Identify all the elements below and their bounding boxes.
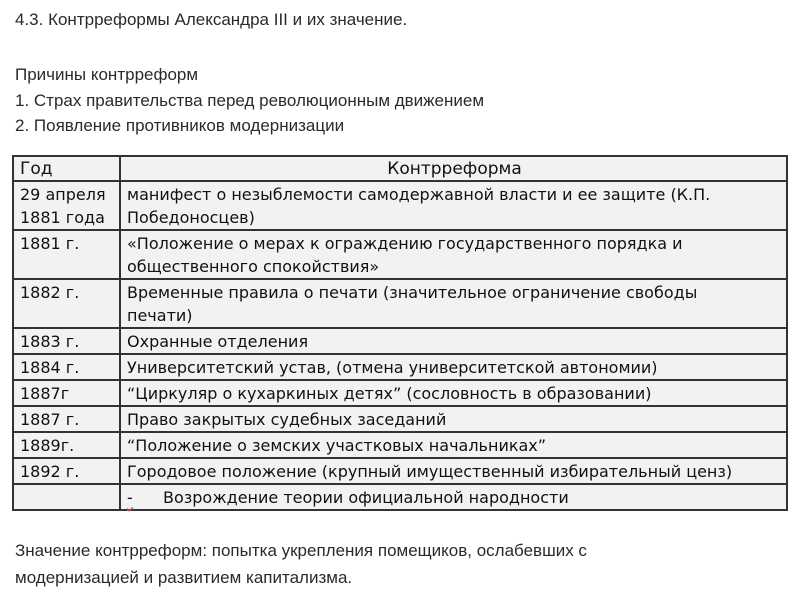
year-cell bbox=[13, 181, 120, 230]
reason-item: 2. Появление противников модернизации bbox=[15, 116, 345, 135]
page-heading: 4.3. Контрреформы Александра III и их значение. bbox=[15, 10, 408, 29]
significance-text: Значение контрреформ: попытка укрепления помещиков, ослабевших с bbox=[15, 541, 587, 560]
reform-line: общественного спокойствия» bbox=[127, 257, 380, 276]
reform-cell bbox=[120, 279, 787, 328]
table-row bbox=[13, 458, 787, 484]
reform-cell: “Циркуляр о кухаркиных детях” (сословность в образовании) bbox=[120, 380, 787, 406]
list-marker: - bbox=[127, 488, 133, 507]
reform-cell bbox=[120, 230, 787, 279]
reform-line: «Положение о мерах к ограждению государственного порядка и bbox=[127, 234, 683, 253]
table-row bbox=[13, 406, 787, 432]
counter-reforms-table bbox=[12, 155, 788, 511]
year-cell: 1887 г. bbox=[13, 406, 120, 432]
counter-reforms-table-image bbox=[12, 155, 788, 511]
reform-line: Временные правила о печати (значительное ограничение свободы bbox=[127, 283, 698, 302]
reform-line: манифест о незыблемости самодержавной власти и ее защите (К.П. bbox=[127, 185, 711, 204]
year-cell: 1889г. bbox=[13, 432, 120, 458]
reform-cell: Охранные отделения bbox=[120, 328, 787, 354]
table-row bbox=[13, 484, 787, 510]
reform-cell bbox=[120, 484, 787, 510]
reasons-title: Причины контрреформ bbox=[15, 65, 199, 84]
table-row bbox=[13, 432, 787, 458]
year-cell: 1892 г. bbox=[13, 458, 120, 484]
year-cell: 1887г bbox=[13, 380, 120, 406]
significance-text: модернизацией и развитием капитализма. bbox=[15, 568, 353, 587]
reform-line: Победоносцев) bbox=[127, 208, 255, 227]
table-header-row bbox=[13, 156, 787, 181]
year-cell: 1881 г. bbox=[13, 230, 120, 279]
reform-cell: Городовое положение (крупный имущественный избирательный ценз) bbox=[120, 458, 787, 484]
reason-item: 1. Страх правительства перед революционным движением bbox=[15, 91, 485, 110]
year-cell: 1884 г. bbox=[13, 354, 120, 380]
table-row bbox=[13, 181, 787, 230]
table-row bbox=[13, 354, 787, 380]
reform-cell: Университетский устав, (отмена университетской автономии) bbox=[120, 354, 787, 380]
reform-cell bbox=[120, 181, 787, 230]
year-line: 29 апреля bbox=[20, 185, 106, 204]
table-row bbox=[13, 328, 787, 354]
table-row bbox=[13, 230, 787, 279]
year-line: 1881 года bbox=[20, 208, 105, 227]
reform-cell: “Положение о земских участковых начальниках” bbox=[120, 432, 787, 458]
reform-line: печати) bbox=[127, 306, 193, 325]
reform-cell: Право закрытых судебных заседаний bbox=[120, 406, 787, 432]
header-reform: Контрреформа bbox=[120, 156, 787, 181]
table-row bbox=[13, 279, 787, 328]
header-year: Год bbox=[13, 156, 120, 181]
year-cell: 1882 г. bbox=[13, 279, 120, 328]
table-row bbox=[13, 380, 787, 406]
year-cell: 1883 г. bbox=[13, 328, 120, 354]
reform-text: Возрождение теории официальной народности bbox=[163, 488, 569, 507]
year-cell bbox=[13, 484, 120, 510]
